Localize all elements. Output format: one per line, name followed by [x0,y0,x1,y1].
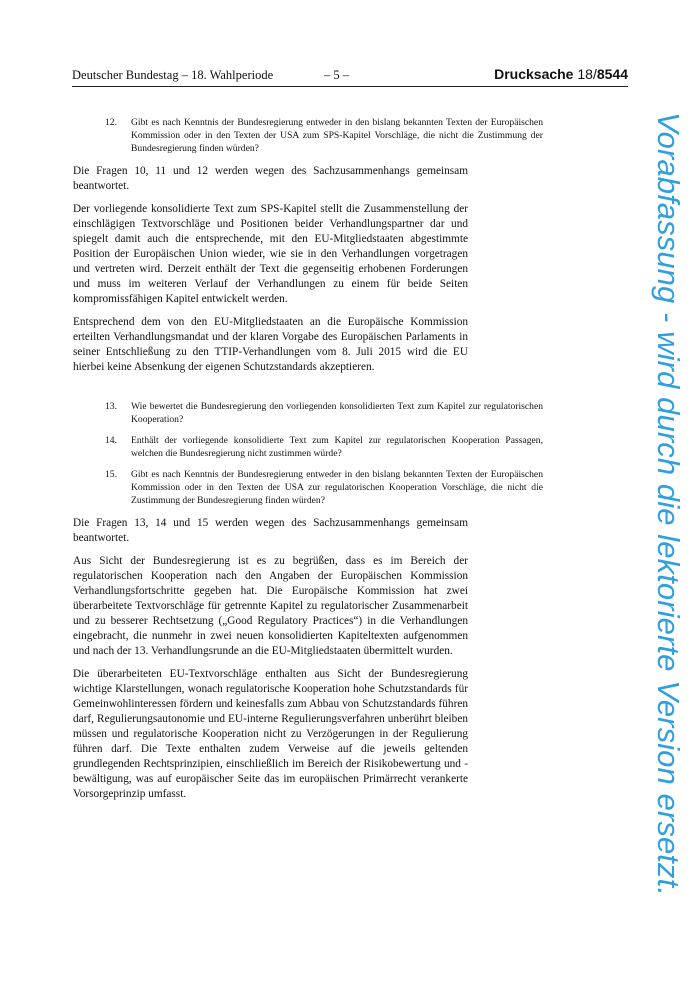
question-14 [105,434,543,460]
question-number: 15. [105,469,117,480]
question-number: 12. [105,117,117,128]
question-12 [105,116,543,155]
question-15 [105,468,543,507]
question-text: Wie bewertet die Bundesregierung den vorliegenden konsolidierten Text zum Kapitel zur regulatorischen Kooperation? [131,401,543,425]
answer-paragraph: Entsprechend dem von den EU-Mitgliedstaaten an die Europäische Kommission erteilten Verhandlungsmandat und der klaren Vorgabe des Europäischen Parlaments in seiner Entschließung zu den TTIP-Verhandlungen vom 8. Juli 2015 wird die EU hierbei keine Absenkung der eigenen Schutzstandards akzeptieren. [73,316,468,373]
question-text: Gibt es nach Kenntnis der Bundesregierung entweder in den bislang bekannten Texten der Europäischen Kommission oder in den Texten der USA zur regulatorischen Kooperation Vorschläge, die nicht die Zustimmung der Bundesregierung finden würden? [131,469,543,506]
drucksache-period: 18/ [577,66,597,82]
answer-paragraph: Der vorliegende konsolidierte Text zum SPS-Kapitel stellt die Zusammenstellung der einschlägigen Textvorschläge und Positionen beider Verhandlungspartner dar und spiegelt damit auch die entsprechende, mit den EU-Mitgliedstaaten abgestimmte Position der Europäischen Union wieder, wie sie in den Verhandlungen vorgetragen und vertreten wird. Derzeit enthält der Text die gegenseitig erhobenen Forderungen und muss im weiteren Verlauf der Verhandlungen zu einem für beide Seiten kompromissfähigen Kapitel entwickelt werden. [73,203,468,305]
question-text: Enthält der vorliegende konsolidierte Text zum Kapitel zur regulatorischen Kooperation Passagen, welchen die Bundesregierung nicht zustimmen würde? [131,435,543,459]
drucksache-word: Drucksache [494,66,574,82]
question-13 [105,400,543,426]
draft-watermark [634,112,690,902]
document-body [73,116,625,802]
question-number: 14. [105,435,117,446]
answer-paragraph: Die überarbeiteten EU-Textvorschläge enthalten aus Sicht der Bundesregierung wichtige Klarstellungen, wonach regulatorische Kooperation hohe Schutzstandards für Gemeinwohlinteressen fördern und keinesfalls zum Abbau von Schutzstandards führen darf, Regulierungsautonomie und EU-interne Regulierungsverfahren unberührt bleiben müssen und regulatorische Kooperation nicht zu Verzögerungen in der Regulierung führen darf. Die Texte enthalten zudem Verweise auf die jeweils geltenden grundlegenden Rechtsprinzipien, einschließlich im Bereich der Risikobewertung und -bewältigung, was auf europäischer Seite das im europäischen Primärrecht verankerte Vorsorgeprinzip umfasst. [73,668,468,800]
drucksache-label [494,66,628,82]
answer-paragraph: Die Fragen 13, 14 und 15 werden wegen des Sachzusammenhangs gemeinsam beantwortet. [73,517,468,544]
header-periode: Deutscher Bundestag – 18. Wahlperiode [72,68,274,82]
drucksache-number: 8544 [596,66,628,82]
question-number: 13. [105,401,117,412]
answer-paragraph: Aus Sicht der Bundesregierung ist es zu begrüßen, dass es im Bereich der regulatorischen Kooperation nach den Angaben der Europäischen Kommission Verhandlungsfortschritte gegeben hat. Die Europäische Kommission hat zwei überarbeitete Textvorschläge für getrennte Kapitel zu regulatorischer Zusammenarbeit und zu besserer Rechtsetzung („Good Regulatory Practices“) in die Verhandlungen eingebracht, die nunmehr in zwei neuen konsolidierten Kapiteltexten aufgenommen und nach der 13. Verhandlungsrunde an die EU-Mitgliedstaaten übermittelt wurden. [73,555,468,657]
page-number: – 5 – [324,68,349,82]
page-header [72,68,628,87]
watermark-text: Vorabfassung - wird durch die lektorierte Version ersetzt. [651,112,686,897]
question-text: Gibt es nach Kenntnis der Bundesregierung entweder in den bislang bekannten Texten der Europäischen Kommission oder in den Texten der USA zum SPS-Kapitel Vorschläge, die nicht die Zustimmung der Bundesregierung finden würden? [131,117,543,154]
answer-paragraph: Die Fragen 10, 11 und 12 werden wegen des Sachzusammenhangs gemeinsam beantwortet. [73,165,468,192]
